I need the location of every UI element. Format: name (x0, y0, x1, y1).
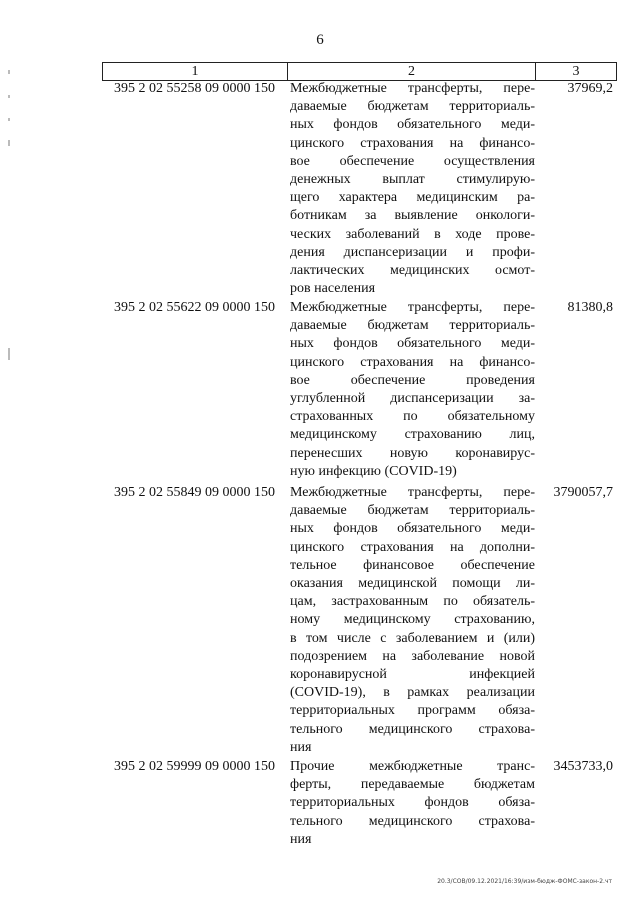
description-line: даваемые бюджетам территориаль- (290, 99, 535, 115)
budget-code: 395 2 02 59999 09 0000 150 (114, 759, 275, 774)
description-line: ров населения (290, 281, 376, 297)
description-line: территориальных фондов обяза- (290, 795, 535, 811)
description (287, 80, 535, 298)
description-line: цинского страхования на финансо- (290, 135, 535, 151)
margin-mark (8, 70, 10, 74)
description-line: оказания медицинской помощи ли- (290, 576, 535, 592)
description (287, 299, 535, 481)
description-line: Межбюджетные трансферты, пере- (290, 81, 535, 96)
table-header-cell: 1 (103, 63, 288, 80)
description-line: ния (290, 831, 312, 847)
table-row (102, 484, 615, 757)
amount: 3453733,0 (553, 759, 613, 774)
description-line: ния (290, 739, 312, 755)
description-line: ных фондов обязательного меди- (290, 336, 535, 352)
description-line: страхованных по обязательному (290, 409, 535, 425)
table-row (102, 80, 615, 298)
description-line: дения диспансеризации и профи- (290, 244, 535, 260)
margin-mark (8, 348, 10, 360)
description-line: ных фондов обязательного меди- (290, 117, 535, 133)
table-header-cell: 2 (288, 63, 536, 80)
description-line: ботникам за выявление онкологи- (290, 208, 535, 224)
description-line: лактических медицинских осмот- (290, 263, 535, 279)
document-stamp: 20.3/СОВ/09.12.2021/16:39/изм-бюдж-ФОМС-закон-2.чт (437, 878, 612, 885)
page-number: 6 (316, 32, 324, 48)
table-row (102, 299, 615, 481)
description-line: цам, застрахованным по обязатель- (290, 594, 535, 610)
margin-mark (8, 95, 10, 98)
amount: 81380,8 (567, 300, 613, 315)
description-line: медицинскому страхованию лиц, (290, 427, 535, 443)
description (287, 758, 535, 849)
description-line: денежных выплат стимулирую- (290, 172, 535, 188)
description-line: тельного медицинского страхова- (290, 813, 535, 829)
amount: 37969,2 (567, 81, 613, 96)
description-line: ных фондов обязательного меди- (290, 521, 535, 537)
description-line: вое обеспечение проведения (290, 372, 535, 388)
budget-code: 395 2 02 55849 09 0000 150 (114, 485, 275, 500)
description-line: щего характера медицинским ра- (290, 190, 535, 206)
amount: 3790057,7 (553, 485, 613, 500)
description-line: углубленной диспансеризации за- (290, 391, 535, 407)
description-line: тельного медицинского страхова- (290, 721, 535, 737)
budget-code: 395 2 02 55622 09 0000 150 (114, 300, 275, 315)
description-line: ческих заболеваний в ходе прове- (290, 226, 535, 242)
table-header-row (102, 62, 617, 81)
description-line: цинского страхования на финансо- (290, 354, 535, 370)
table-header-cell: 3 (572, 64, 580, 79)
description-line: даваемые бюджетам территориаль- (290, 503, 535, 519)
description-line: Межбюджетные трансферты, пере- (290, 485, 535, 500)
description-line: ную инфекцию (COVID-19) (290, 463, 457, 479)
description-line: цинского страхования на дополни- (290, 539, 535, 555)
description-line: тельное финансовое обеспечение (290, 557, 535, 573)
description-line: перенесших новую коронавирус- (290, 445, 535, 461)
description-line: вое обеспечение осуществления (290, 153, 535, 169)
description-line: территориальных программ обяза- (290, 703, 535, 719)
description-line: подозрением на заболевание новой (290, 648, 535, 664)
description-line: Прочие межбюджетные транс- (290, 759, 535, 774)
margin-mark (8, 118, 10, 121)
description-line: коронавирусной инфекцией (290, 667, 535, 683)
description-line: ному медицинскому страхованию, (290, 612, 535, 628)
description-line: (COVID-19), в рамках реализации (290, 685, 535, 701)
description (287, 484, 535, 757)
description-line: в том числе с заболеванием и (или) (290, 630, 535, 646)
description-line: даваемые бюджетам территориаль- (290, 318, 535, 334)
description-line: ферты, передаваемые бюджетам (290, 777, 535, 793)
budget-code: 395 2 02 55258 09 0000 150 (114, 81, 275, 96)
margin-mark (8, 140, 10, 146)
table-row (102, 758, 615, 849)
description-line: Межбюджетные трансферты, пере- (290, 300, 535, 315)
